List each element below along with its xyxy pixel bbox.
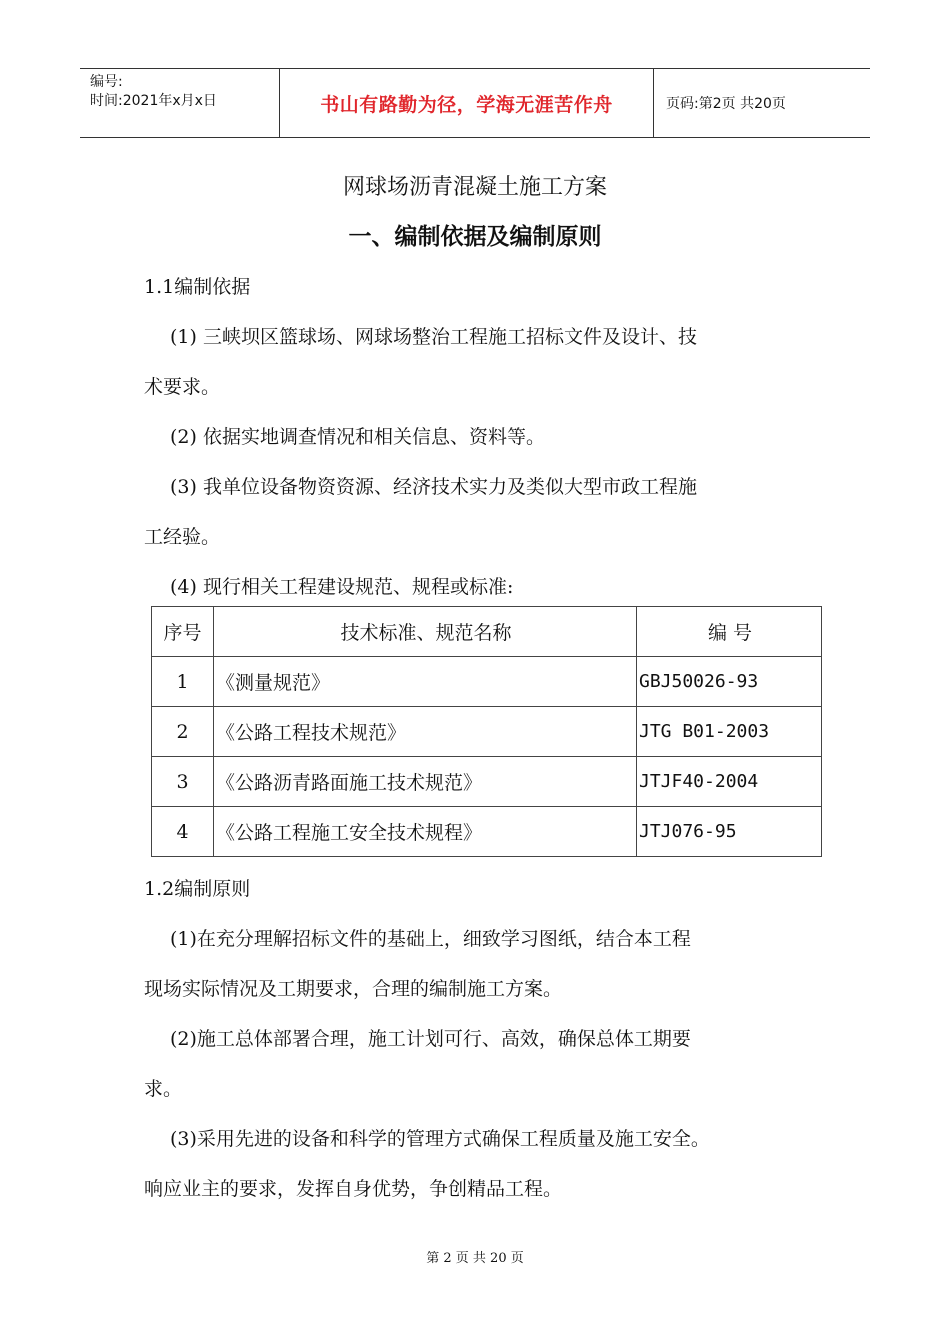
row-name: 《公路沥青路面施工技术规范》 <box>214 757 637 807</box>
basis-item-2: (2) 依据实地调查情况和相关信息、资料等。 <box>170 426 545 448</box>
header-page-info: 页码:第2页 共20页 <box>666 96 786 112</box>
table-row <box>152 657 822 707</box>
row-code: JTJF40-2004 <box>637 757 822 807</box>
basis-item-4: (4) 现行相关工程建设规范、规程或标准: <box>170 576 514 598</box>
page-footer: 第 2 页 共 20 页 <box>426 1251 524 1266</box>
basis-item-1-line-2: 术要求。 <box>144 376 221 398</box>
row-index: 4 <box>152 807 214 857</box>
header-cell-name: 技术标准、规范名称 <box>214 607 637 657</box>
standards-table <box>151 606 822 857</box>
row-index: 2 <box>152 707 214 757</box>
row-index: 3 <box>152 757 214 807</box>
header-cell-index: 序号 <box>152 607 214 657</box>
header-motto: 书山有路勤为径，学海无涯苦作舟 <box>280 69 654 137</box>
principle-2-line-1: (2)施工总体部署合理，施工计划可行、高效，确保总体工期要 <box>170 1028 691 1050</box>
row-name: 《测量规范》 <box>214 657 637 707</box>
principle-1-line-1: (1)在充分理解招标文件的基础上，细致学习图纸，结合本工程 <box>170 928 691 950</box>
row-code: JTG B01-2003 <box>637 707 822 757</box>
row-index: 1 <box>152 657 214 707</box>
basis-item-3-line-2: 工经验。 <box>144 526 221 548</box>
header-cell-code: 编 号 <box>637 607 822 657</box>
row-code: GBJ50026-93 <box>637 657 822 707</box>
table-row <box>152 707 822 757</box>
table-header-row <box>152 607 822 657</box>
table-row <box>152 757 822 807</box>
basis-item-3-line-1: (3) 我单位设备物资资源、经济技术实力及类似大型市政工程施 <box>170 476 697 498</box>
principle-2-line-2: 求。 <box>144 1078 183 1100</box>
row-name: 《公路工程施工安全技术规程》 <box>214 807 637 857</box>
page-header <box>80 68 870 138</box>
document-title: 网球场沥青混凝土施工方案 <box>342 175 607 200</box>
section-title: 一、编制依据及编制原则 <box>348 223 602 250</box>
basis-item-1-line-1: (1) 三峡坝区篮球场、网球场整治工程施工招标文件及设计、技 <box>170 326 697 348</box>
table-row <box>152 807 822 857</box>
principle-1-line-2: 现场实际情况及工期要求，合理的编制施工方案。 <box>144 978 563 1000</box>
time-label: 时间:2021年x月x日 <box>90 93 217 109</box>
row-name: 《公路工程技术规范》 <box>214 707 637 757</box>
principles-heading: 1.2编制原则 <box>144 878 251 900</box>
principle-3-line-2: 响应业主的要求，发挥自身优势，争创精品工程。 <box>144 1178 563 1200</box>
header-meta <box>80 69 280 137</box>
number-label: 编号: <box>90 74 123 90</box>
row-code: JTJ076-95 <box>637 807 822 857</box>
principle-3-line-1: (3)采用先进的设备和科学的管理方式确保工程质量及施工安全。 <box>170 1128 710 1150</box>
basis-heading: 1.1编制依据 <box>144 276 251 298</box>
